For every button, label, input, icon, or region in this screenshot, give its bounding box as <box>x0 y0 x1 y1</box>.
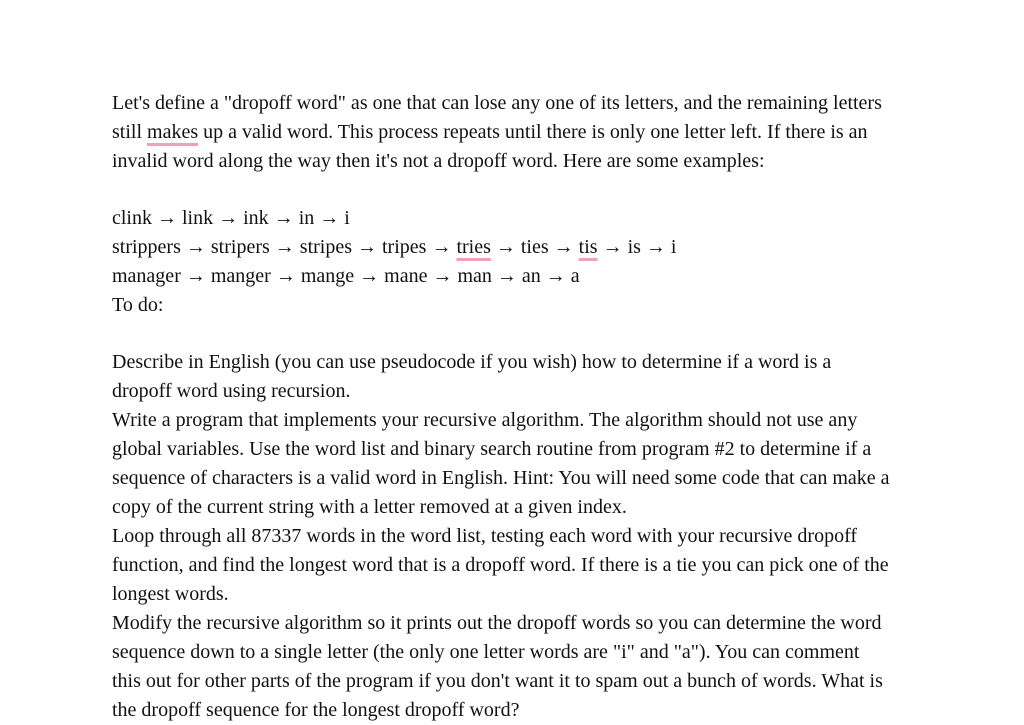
task-write-line-4: copy of the current string with a letter removed at a given index. <box>112 496 627 518</box>
example-word: link <box>182 207 214 229</box>
examples-list <box>112 204 972 291</box>
task-write-line-2: global variables. Use the word list and binary search routine from program #2 to determine if a <box>112 438 872 460</box>
paragraph-spacer <box>112 176 972 204</box>
arrow-icon: → <box>359 265 380 287</box>
task-loop-line-1: Loop through all 87337 words in the word list, testing each word with your recursive dropoff <box>112 525 858 547</box>
example-word: stripes <box>299 236 352 258</box>
arrow-icon: → <box>553 236 574 258</box>
arrow-icon: → <box>431 236 452 258</box>
example-word: stripers <box>210 236 270 258</box>
intro-line-1: Let's define a "dropoff word" as one that can lose any one of its letters, and the remaining letters <box>112 92 882 114</box>
arrow-icon: → <box>496 265 517 287</box>
arrow-icon: → <box>319 207 340 229</box>
example-word: is <box>627 236 641 258</box>
arrow-icon: → <box>495 236 516 258</box>
task-write-line-1: Write a program that implements your recursive algorithm. The algorithm should not use any <box>112 409 858 431</box>
todo-heading: To do: <box>112 294 164 316</box>
arrow-icon: → <box>357 236 377 258</box>
spellcheck-flagged-word[interactable]: makes <box>147 121 199 143</box>
example-word: in <box>298 207 315 229</box>
paragraph-spacer <box>112 320 972 348</box>
task-describe-line-1: Describe in English (you can use pseudocode if you wish) how to determine if a word is a <box>112 351 832 373</box>
arrow-icon: → <box>274 236 295 258</box>
example-word: a <box>570 265 580 287</box>
arrow-icon: → <box>645 236 666 258</box>
arrow-icon: → <box>602 236 623 258</box>
task-modify-line-3: this out for other parts of the program if you don't want it to spam out a bunch of words. What is <box>112 670 883 692</box>
example-word: clink <box>112 207 152 229</box>
document-body <box>112 89 972 725</box>
example-chain-clink <box>112 204 972 233</box>
arrow-icon: → <box>545 265 566 287</box>
task-modify-line-2: sequence down to a single letter (the only one letter words are "i" and "a"). You can comment <box>112 641 860 663</box>
spellcheck-flagged-word[interactable]: tries <box>456 236 491 258</box>
task-loop-line-3: longest words. <box>112 583 229 605</box>
task-loop-line-2: function, and find the longest word that is a dropoff word. If there is a tie you can pick one of the <box>112 554 889 576</box>
task-write-program <box>112 406 972 522</box>
example-word: i <box>344 207 350 229</box>
example-chain-strippers <box>112 233 972 262</box>
intro-line-2-end: up a valid word. This process repeats until there is only one letter left. If there is an <box>198 121 868 143</box>
task-describe-line-2: dropoff word using recursion. <box>112 380 351 402</box>
spellcheck-flagged-word[interactable]: tis <box>578 236 598 258</box>
task-modify-algorithm <box>112 609 972 725</box>
example-word: manager <box>112 265 181 287</box>
arrow-icon: → <box>157 207 177 229</box>
task-modify-line-4: the dropoff sequence for the longest dropoff word? <box>112 699 520 721</box>
intro-line-2-start: still <box>112 121 148 143</box>
task-loop-words <box>112 522 972 609</box>
arrow-icon: → <box>273 207 294 229</box>
example-word: manger <box>210 265 271 287</box>
arrow-icon: → <box>218 207 239 229</box>
intro-paragraph <box>112 89 972 176</box>
task-modify-line-1: Modify the recursive algorithm so it prints out the dropoff words so you can determine the word <box>112 612 882 634</box>
task-write-line-3: sequence of characters is a valid word in English. Hint: You will need some code that can make a <box>112 467 890 489</box>
example-word: ties <box>520 236 549 258</box>
arrow-icon: → <box>432 265 453 287</box>
example-word: an <box>521 265 541 287</box>
example-word: i <box>670 236 677 258</box>
arrow-icon: → <box>185 236 206 258</box>
example-word: man <box>457 265 492 287</box>
task-describe <box>112 348 972 406</box>
intro-line-2 <box>112 118 972 147</box>
example-word: tripes <box>382 236 427 258</box>
arrow-icon: → <box>185 265 206 287</box>
arrow-icon: → <box>275 265 296 287</box>
intro-line-3: invalid word along the way then it's not a dropoff word. Here are some examples: <box>112 150 765 172</box>
example-word: mane <box>384 265 428 287</box>
example-chain-manager <box>112 262 972 291</box>
example-word: ink <box>243 207 269 229</box>
example-word: strippers <box>112 236 181 258</box>
example-word: mange <box>300 265 355 287</box>
